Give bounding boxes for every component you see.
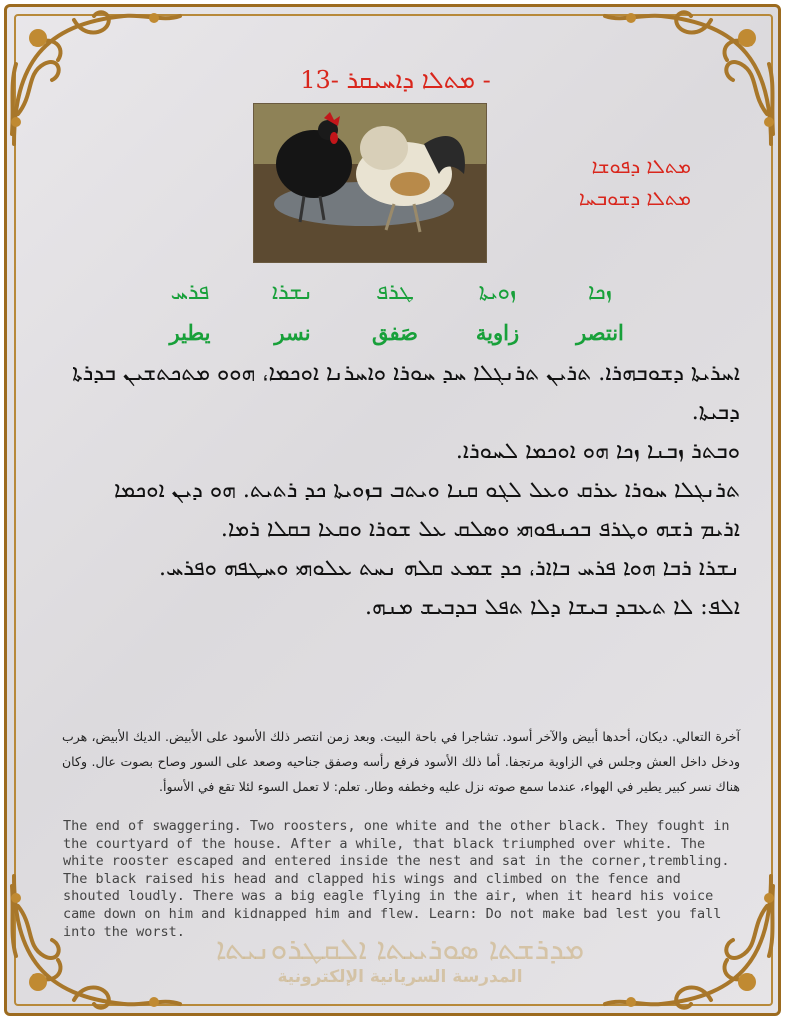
syriac-paragraph: ܐܠܦ: ܠܐ ܬܥܒܕ ܒܝܫܐ ܕܠܐ ܬܦܠ ܒܕܒܝܫ ܡܢܗ. (365, 595, 740, 620)
syriac-paragraph: ܘܒܬܪ ܙܒܢܐ ܙܟܐ ܗܘ ܐܘܟܡܐ ܠܚܘܪܐ. (455, 439, 740, 464)
vocab-syriac-word: ܛܪܦ (376, 280, 414, 305)
vocab-arabic-word: زاوية (475, 320, 520, 345)
subtitle-line: ܡܬܠܐ ܕܦܘܫܐ (591, 154, 691, 178)
vocabulary-syriac-row (160, 280, 630, 305)
syriac-paragraph: ܢܫܪܐ ܪܒܐ ܗܘܐ ܦܪܚ ܒܐܐܪ، ܟܕ ܫܡܥ ܩܠܗ ܢܚܬ ܥܠܘܗܝ ܘܚܛܦܗ ܘܦܪܚ. (158, 556, 740, 581)
vocab-syriac-word: ܙܟܐ (587, 280, 613, 305)
watermark-arabic: المدرسة السريانية الإلكترونية (277, 967, 523, 987)
syriac-paragraph: ܬܪܢܓܠܐ ܚܘܪܐ ܥܪܩ ܘܥܠ ܠܓܘ ܩܢܐ ܘܝܬܒ ܒܙܘܝܬܐ ܟܕ ܪܬܝܬ. ܗܘ ܕܝܢ ܐܘܟܡܐ ܐܪܝܡ ܪܫܗ ܘܛܪܦ ܒܟܢܦܘܗܝ ܘܣܠܩ ܥܠ ܫܘܪܐ ܘܩܥܐ ܒܩܠܐ ܪܡܐ. (114, 478, 740, 542)
arabic-translation: آخرة التعالي. ديكان، أحدها أبيض والآخر أسود. تشاجرا في باحة البيت. وبعد زمن انتصر ذلك الأسود على الأبيض. الديك الأبيض، هرب ودخل داخل العش وجلس في الزاوية مرتجفا. أما ذلك الأسود فرفع رأسه وصفق جناحيه وصعد على السور وصاح بصوت عال. وكان هناك نسر كبير يطير في الهواء، عندما سمع صوته نزل عليه وخطفه وطار. تعلم: لا تعمل السوء لئلا تقع في الأسوأ. (62, 729, 740, 794)
vocab-arabic-word: يطير (169, 320, 211, 345)
vocab-syriac-word: ܙܘܝܬܐ (478, 280, 517, 305)
syriac-story (70, 354, 740, 627)
vocab-arabic-word: نسر (274, 320, 311, 345)
page-title: ܡܬܠܐ ܕܐܚܝܩܪ -13 - (300, 66, 491, 94)
vocab-arabic-word: صَفق (372, 320, 418, 345)
roosters-photo (253, 103, 487, 263)
watermark-syriac: ܡܕܪܫܬܐ ܣܘܪܝܝܬܐ ܐܠܩܛܪܘܢܝܬܐ (215, 932, 585, 967)
english-translation: The end of swaggering. Two roosters, one white and the other black. They fought in the courtyard of the house. After a while, that black triumphed over white. The white rooster escaped and entered inside the nest and sat in the corner,trembling. The black raised his head and clapped his wings and climbed on the fence and shouted loudly. There was a big eagle flying in the air, when it heard his voice came down on him and kidnapped him and flew. Learn: Do not make bad lest you fall into the worst. (63, 818, 730, 940)
vocab-syriac-word: ܦܪܚ (170, 280, 210, 305)
vocabulary-arabic-row (160, 320, 630, 345)
lesson-subtitles (579, 150, 691, 214)
subtitle-line: ܡܬܠܐ ܕܫܘܒܚܐ (578, 186, 691, 210)
syriac-paragraph: ܐܚܪܝܬܐ ܕܫܘܒܗܪܐ. ܬܪܝܢ ܬܪܢܓܠܐ ܚܕ ܚܘܪܐ ܘܐܚܪܢܐ ܐܘܟܡܐ، ܗܘܘ ܡܬܟܬܫܝܢ ܒܕܪܬܐ ܕܒܝܬܐ. (72, 361, 740, 425)
vocab-syriac-word: ܢܫܪܐ (271, 280, 314, 305)
vocab-arabic-word: انتصر (576, 320, 624, 345)
